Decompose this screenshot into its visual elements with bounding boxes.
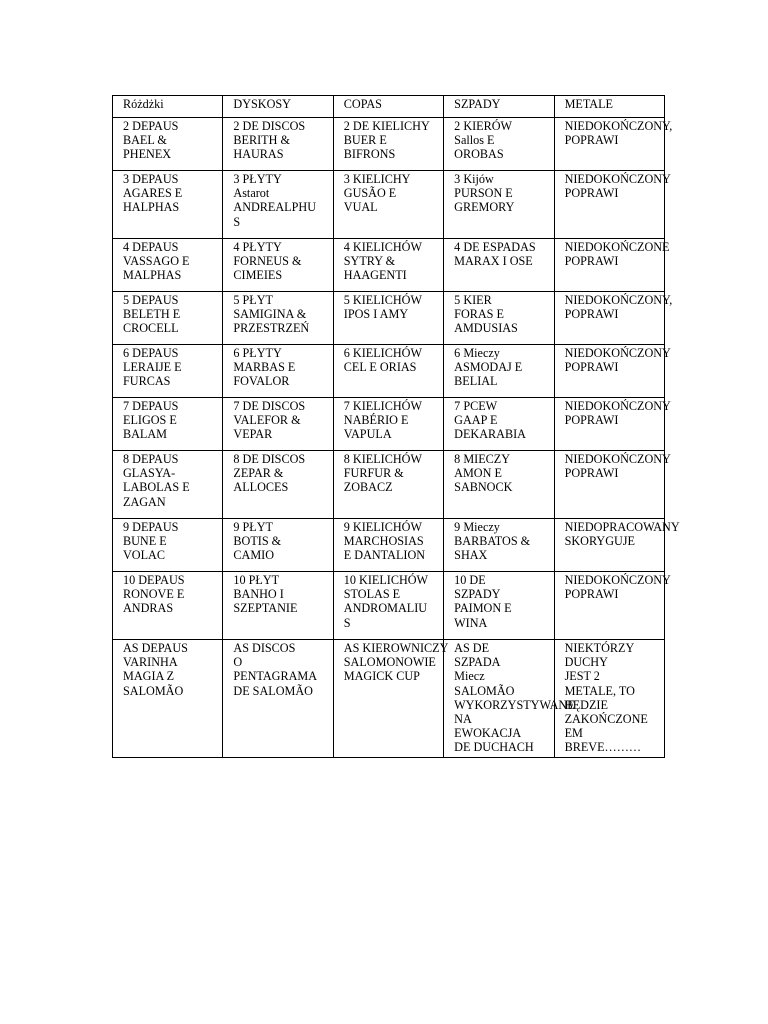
cell-line: 6 PŁYTY [233, 346, 282, 360]
cell-line: 2 DE KIELICHY [343, 119, 430, 133]
cell-line: 3 DEPAUS [123, 172, 179, 186]
cell-line: 8 DEPAUS [123, 452, 179, 466]
table-cell [223, 292, 333, 345]
table-cell [113, 451, 223, 519]
header-row [113, 96, 665, 118]
cell-line: 5 PŁYT [233, 293, 273, 307]
header-text: METALE [564, 97, 614, 111]
cell-line: BERITH & [233, 133, 290, 148]
cell-line: SKORYGUJE [564, 534, 635, 549]
header-text: COPAS [343, 97, 382, 111]
cell-line: ZAGAN [123, 494, 166, 509]
cell-line: PURSON E [454, 186, 513, 201]
cell-line: ANDROMALIU [343, 601, 428, 616]
cell-line: LABOLAS E [123, 480, 190, 495]
table-cell [333, 292, 443, 345]
table-cell [333, 519, 443, 572]
cell-line: 10 DE [454, 573, 486, 587]
table-cell [333, 451, 443, 519]
cell-line: 10 PŁYT [233, 573, 280, 587]
table-cell [223, 519, 333, 572]
cell-line: VAPULA [343, 427, 392, 442]
cell-line: PHENEX [123, 147, 172, 162]
cell-line: NIEDOKOŃCZONY [564, 172, 671, 186]
table-cell [554, 118, 673, 171]
cell-line: ASMODAJ E [454, 360, 523, 375]
cell-line: SALOMÃO [454, 683, 515, 698]
cell-line: WINA [454, 615, 488, 630]
cell-line: 4 KIELICHÓW [343, 240, 422, 254]
header-cell-copas [333, 96, 443, 118]
cell-line: PENTAGRAMA [233, 669, 318, 684]
table-cell [333, 171, 443, 239]
cell-line: 5 KIELICHÓW [343, 293, 422, 307]
cell-line: DEKARABIA [454, 427, 526, 442]
cell-line: CEL E ORIAS [343, 360, 417, 375]
cell-line: 6 Mieczy [454, 346, 500, 360]
header-text: SZPADY [454, 97, 501, 111]
table-cell [223, 118, 333, 171]
table-row [113, 292, 665, 345]
cell-line: VARINHA [123, 655, 178, 670]
cell-line: 3 Kijów [454, 172, 494, 186]
cell-line: DE DUCHACH [454, 740, 534, 755]
table-cell [113, 519, 223, 572]
cell-line: 8 DE DISCOS [233, 452, 306, 466]
table-row [113, 640, 665, 758]
header-cell-metale [554, 96, 664, 118]
cell-line: VALEFOR & [233, 413, 301, 428]
cell-line: DUCHY [564, 655, 608, 670]
cell-line: 2 DE DISCOS [233, 119, 306, 133]
cell-line: 2 DEPAUS [123, 119, 179, 133]
cell-line: 9 KIELICHÓW [343, 520, 422, 534]
table-row [113, 519, 665, 572]
cell-line: SZPADA [454, 655, 501, 670]
table-cell [444, 519, 554, 572]
table-cell [333, 572, 443, 640]
cell-line: 7 KIELICHÓW [343, 399, 422, 413]
table-row [113, 572, 665, 640]
table-cell [113, 118, 223, 171]
cell-line: AS DE [454, 641, 490, 655]
table-cell [554, 345, 671, 398]
header-cell-rozdzki [113, 96, 223, 118]
table-cell [113, 171, 223, 239]
table-cell [333, 640, 449, 758]
cell-line: Miecz [454, 669, 485, 684]
cell-line: EWOKACJA [454, 726, 522, 741]
table-cell [223, 572, 333, 640]
table-cell [444, 345, 554, 398]
cell-line: NIEDOKOŃCZONY, [564, 119, 673, 133]
cell-line: BREVE……… [564, 740, 642, 755]
table-cell [444, 292, 554, 345]
cell-line: BUER E [343, 133, 387, 148]
cell-line: BANHO I [233, 587, 284, 602]
table-cell [444, 239, 554, 292]
cell-line: POPRAWI [564, 466, 619, 481]
header-text: Różdżki [123, 97, 164, 111]
cell-line: VASSAGO E [123, 254, 190, 269]
table-cell [444, 572, 554, 640]
table-row [113, 118, 665, 171]
table-row [113, 345, 665, 398]
table-row [113, 239, 665, 292]
cell-line: BAEL & [123, 133, 167, 148]
cell-line: MARCHOSIAS [343, 534, 424, 549]
cell-line: 9 PŁYT [233, 520, 273, 534]
cell-line: E DANTALION [343, 548, 426, 563]
spirits-table [112, 95, 680, 758]
cell-line: BELETH E [123, 307, 181, 322]
cell-line: MARBAS E [233, 360, 296, 375]
table-cell [444, 398, 554, 451]
cell-line: VUAL [343, 200, 378, 215]
cell-line: 4 PŁYTY [233, 240, 282, 254]
table-cell [333, 345, 443, 398]
cell-line: LERAIJE E [123, 360, 182, 375]
cell-line: Sallos E [454, 133, 495, 148]
cell-line: FURCAS [123, 374, 171, 389]
cell-line: ZAKOŃCZONE [564, 712, 648, 727]
table-cell [554, 292, 673, 345]
cell-line: BELIAL [454, 374, 498, 389]
cell-line: 3 PŁYTY [233, 172, 282, 186]
cell-line: O [233, 655, 243, 670]
cell-line: 3 KIELICHY [343, 172, 411, 186]
cell-line: 8 MIECZY [454, 452, 511, 466]
cell-line: VOLAC [123, 548, 165, 563]
table-cell [223, 171, 333, 239]
cell-line: VEPAR [233, 427, 273, 442]
table-cell [223, 345, 333, 398]
cell-line: HAAGENTI [343, 268, 407, 283]
cell-line: POPRAWI [564, 186, 619, 201]
cell-line: WYKORZYSTYWANE [454, 697, 575, 712]
header-text: DYSKOSY [233, 97, 291, 111]
cell-line: SALOMÃO [123, 683, 184, 698]
header-cell-szpady [444, 96, 554, 118]
cell-line: Astarot [233, 186, 270, 201]
table-cell [554, 572, 671, 640]
cell-line: RONOVE E [123, 587, 185, 602]
cell-line: SALOMONOWIE [343, 655, 436, 670]
cell-line: BĘDZIE [564, 697, 608, 712]
cell-line: JEST 2 [564, 669, 600, 684]
cell-line: SYTRY & [343, 254, 396, 269]
table-cell [554, 239, 670, 292]
cell-line: SAMIGINA & [233, 307, 307, 322]
cell-line: ALLOCES [233, 480, 289, 495]
cell-line: BIFRONS [343, 147, 396, 162]
cell-line: SABNOCK [454, 480, 513, 495]
table-cell [333, 398, 443, 451]
cell-line: GUSÃO E [343, 186, 397, 201]
cell-line: FURFUR & [343, 466, 404, 481]
table-cell [223, 640, 333, 758]
cell-line: GREMORY [454, 200, 515, 215]
cell-line: METALE, TO [564, 683, 635, 698]
table-row [113, 171, 665, 239]
cell-line: POPRAWI [564, 133, 619, 148]
cell-line: S [233, 214, 241, 229]
cell-line: ZOBACZ [343, 480, 393, 495]
cell-line: MAGICK CUP [343, 669, 420, 684]
cell-line: 9 DEPAUS [123, 520, 179, 534]
table-cell [444, 171, 554, 239]
cell-line: 8 KIELICHÓW [343, 452, 422, 466]
cell-line: OROBAS [454, 147, 504, 162]
cell-line: POPRAWI [564, 307, 619, 322]
cell-line: CIMEIES [233, 268, 283, 283]
cell-line: 6 DEPAUS [123, 346, 179, 360]
cell-line: NIEDOKOŃCZONE [564, 240, 670, 254]
cell-line: BARBATOS & [454, 534, 531, 549]
cell-line: PAIMON E [454, 601, 512, 616]
cell-line: SZPADY [454, 587, 501, 602]
cell-line: NIEDOKOŃCZONY [564, 452, 671, 466]
cell-line: CROCELL [123, 321, 179, 336]
cell-line: 7 DEPAUS [123, 399, 179, 413]
cell-line: HALPHAS [123, 200, 180, 215]
cell-line: BALAM [123, 427, 168, 442]
cell-line: NIEKTÓRZY [564, 641, 635, 655]
cell-line: 10 DEPAUS [123, 573, 185, 587]
cell-line: IPOS I AMY [343, 307, 409, 322]
cell-line: NIEDOKOŃCZONY [564, 399, 671, 413]
cell-line: SHAX [454, 548, 488, 563]
cell-line: 10 KIELICHÓW [343, 573, 429, 587]
cell-line: NIEDOKOŃCZONY, [564, 293, 673, 307]
cell-line: 7 DE DISCOS [233, 399, 306, 413]
cell-line: POPRAWI [564, 413, 619, 428]
table-cell [333, 239, 443, 292]
cell-line: FORAS E [454, 307, 504, 322]
table-cell [554, 398, 671, 451]
cell-line: NIEDOKOŃCZONY [564, 573, 671, 587]
cell-line: 9 Mieczy [454, 520, 500, 534]
header-cell-dyskosy [223, 96, 333, 118]
cell-line: 4 DE ESPADAS [454, 240, 536, 254]
table-row [113, 451, 665, 519]
cell-line: 2 KIERÓW [454, 119, 513, 133]
cell-line: ELIGOS E [123, 413, 177, 428]
table-cell [223, 239, 333, 292]
table-cell [554, 640, 664, 758]
cell-line: NABÉRIO E [343, 413, 409, 428]
cell-line: AS KIEROWNICZY [343, 641, 449, 655]
cell-line: EM [564, 726, 583, 741]
table-cell [554, 451, 671, 519]
table-cell [223, 451, 333, 519]
cell-line: ZEPAR & [233, 466, 284, 481]
cell-line: ANDREALPHU [233, 200, 316, 215]
table-cell [113, 292, 223, 345]
table-cell [113, 239, 223, 292]
cell-line: POPRAWI [564, 360, 619, 375]
table-cell [113, 640, 223, 758]
cell-line: AMON E [454, 466, 502, 481]
cell-line: GLASYA- [123, 466, 176, 481]
cell-line: BOTIS & [233, 534, 282, 549]
cell-line: 7 PCEW [454, 399, 498, 413]
cell-line: FORNEUS & [233, 254, 302, 269]
table-row [113, 398, 665, 451]
cell-line: MALPHAS [123, 268, 182, 283]
table-cell [554, 171, 671, 239]
cell-line: AS DISCOS [233, 641, 296, 655]
cell-line: PRZESTRZEŃ [233, 321, 310, 336]
cell-line: AMDUSIAS [454, 321, 518, 336]
cell-line: AS DEPAUS [123, 641, 188, 655]
cell-line: MAGIA Z [123, 669, 175, 684]
cell-line: SZEPTANIE [233, 601, 298, 616]
spirits-table-body [113, 96, 680, 758]
table-cell [554, 519, 680, 572]
cell-line: NIEDOPRACOWANY [564, 520, 680, 534]
cell-line: DE SALOMÃO [233, 683, 313, 698]
table-cell [444, 451, 554, 519]
cell-line: 6 KIELICHÓW [343, 346, 422, 360]
cell-line: 5 KIER [454, 293, 492, 307]
cell-line: STOLAS E [343, 587, 401, 602]
cell-line: BUNE E [123, 534, 167, 549]
cell-line: HAURAS [233, 147, 284, 162]
cell-line: POPRAWI [564, 254, 619, 269]
cell-line: NA [454, 712, 472, 727]
cell-line: CAMIO [233, 548, 275, 563]
table-cell [223, 398, 333, 451]
cell-line: ANDRAS [123, 601, 174, 616]
table-cell [113, 572, 223, 640]
cell-line: S [343, 615, 351, 630]
table-cell [444, 118, 554, 171]
cell-line: NIEDOKOŃCZONY [564, 346, 671, 360]
cell-line: AGARES E [123, 186, 183, 201]
cell-line: POPRAWI [564, 587, 619, 602]
table-cell [333, 118, 443, 171]
cell-line: 4 DEPAUS [123, 240, 179, 254]
table-cell [113, 398, 223, 451]
cell-line: GAAP E [454, 413, 498, 428]
table-cell [113, 345, 223, 398]
cell-line: 5 DEPAUS [123, 293, 179, 307]
cell-line: MARAX I OSE [454, 254, 533, 269]
cell-line: FOVALOR [233, 374, 290, 389]
